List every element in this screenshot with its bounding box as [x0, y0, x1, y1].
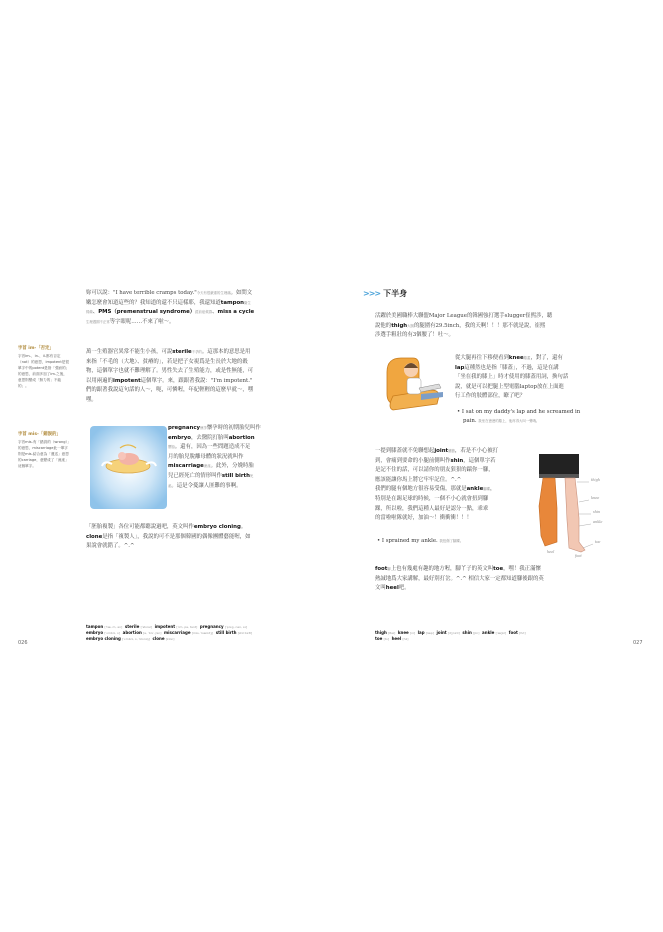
example-sentence: • I sat on my daddy's lap and he screamed in pain. 我坐在爸爸的膝上，他疼得大叫一聲哦。	[457, 409, 581, 424]
keyword: impotent	[112, 377, 141, 384]
sidebar-heading: 字首 mis-「錯誤的」	[18, 432, 61, 437]
paragraph: 萬一生殖器官異常不能生小孩，可說sterile不孕的。這那本的意思是用 來指「不毛的（大地）、貧瘠的」，若是把子女視爲是生長於大地的穀 物，這個單字也就不難理解了。男性失去了生殖能力，或是性無能，可 以用兩遍的impotent這個單字。來，跟跟著我說："I'm impotent." 們的跟著我說這句話的人～，呃，可憐喔，年紀輕輕的這麼早就～，嘿 嘿。	[86, 349, 254, 403]
keyword: thigh	[391, 322, 408, 329]
keyword: miscarriage	[168, 463, 204, 470]
paragraph: 從大腿再往下移便看到knee膝蓋，對了，還有 lap這種然也是指「膝蓋」，不過，這是在講 「坐在我的膝上」時才使用的膝蓋用詞，換句話 說，就是可以把腿上型電腦laptop放在上面進 行工作的肢體部位，瞭了吧？	[455, 355, 569, 400]
leg-illustration	[527, 452, 627, 562]
paragraph: 一提到膝蓋就不免聯想起joint關節，若是不小心被打 到，會痛到要命的小腿前側叫作shin，這個單字若 是記不住的話，可以請你的朋友狠狠的踹你一腳， 應該能讓你馬上將它牢牢記住。^.^ 我們的腿有個地方很容易受傷，那就是ankle腳踝， 特別是在踢足球的時候，一個不小心就會扭到腳 踝，所以啦，我們這種人最好是認分一點，乖乖 的當啦啦隊就好，加油～！衝衝衝！！！	[375, 448, 499, 522]
leg-label: thigh	[591, 478, 600, 482]
keyword: tampon	[220, 299, 245, 306]
example-sentence: • I sprained my ankle. 我扭傷了腳踝。	[377, 538, 464, 544]
sidebar-body: 字首im-、in-、il-都有否定（not）的意思，impotent是很單字中的potent是指「強而的」的意思，前面多加了im-之後，意思則變成「無力的；不能的」。	[18, 354, 70, 388]
keyword: abortion	[228, 434, 255, 441]
keyword: joint	[434, 448, 449, 454]
keyword: toe	[493, 566, 504, 572]
leg-label: knee	[591, 496, 600, 500]
keyword: pregnancy	[168, 425, 201, 431]
right-page	[331, 0, 663, 932]
leg-label: foot	[575, 554, 582, 558]
vocabulary-list: thigh [θaɪ] knee [ni] lap [læp] joint [dʒɔɪnt] shin [ʃɪn] ankle [ˈæŋkl] foot [fut] toe [to] heel [hil]	[375, 630, 526, 641]
paragraph: pregnancy懷孕懷孕時的初期胎兒叫作 embryo，去醫院打胎叫abortion 墮胎。還有，因為一些問題造成不足 月的胎兒脫離母體的狀況就叫作 miscarriage流產。此外，分娩時胎 兒已經死亡的情形叫作still birth死 產。這是令憂讓人匪難的事啊。	[168, 425, 261, 489]
section-arrows: >>>	[363, 289, 381, 298]
keyword: shin	[450, 457, 464, 464]
page-number: 026	[18, 640, 28, 646]
vocabulary-list: tampon [ˈtæ, m, ən] sterile [ˈstɛrəl] impotent [ˈɪm, pə, tənt] pregnancy [ˈprɛg, nən, sɪ] embryo [ˈɛmbrɪ, o] abortion [ə, ˈbɔr, ʃən] miscarriage [mɪs, ˈkærɪdʒ] still birth [stɪl bɝθ] embryo cloning [ˈɛmbrɪ, o, ˈklonɪŋ] clone [klon]	[86, 624, 252, 641]
leg-label: shin	[593, 510, 601, 514]
paragraph: 活躍於美國職棒大聯盟Major League的韓國強打選手slugger崔熙涉，聽 說他的thigh大腿的腿圍有29.5inch，我的天啊！！！那不就是說，崔熙 涉選手粗壯的有3個腰了！吐～。	[375, 313, 553, 339]
sidebar-note-im	[18, 346, 70, 389]
keyword: heel	[385, 585, 399, 592]
keyword: still birth	[221, 472, 250, 479]
keyword: clone	[86, 533, 103, 540]
sidebar-note-mis	[18, 432, 70, 469]
keyword: miss a cycle	[217, 309, 255, 316]
keyword: PMS（premenstrual syndrome）	[98, 309, 196, 316]
leg-label: ankle	[593, 520, 603, 524]
keyword: foot	[375, 566, 388, 572]
page-number: 027	[633, 640, 643, 646]
keyword: embryo	[168, 434, 192, 441]
leg-label: heel	[547, 550, 555, 554]
paragraph: 妳可以說："I have terrible cramps today."今天有很嚴重的生理痛。如問文 嫩怎麼會知道這些的？我知道的還不只這樣耶，我還知道tampon衛生 棉條、PMS（premenstrual syndrome）經前症候群、miss a cycle 生理週期不正常等字眼呢……不來了啦～。	[86, 290, 255, 325]
paragraph: 「胚胎複製」各位可能都聽說過吧，英文叫作embryo cloning。 clone是指「複製人」，我說的可不是那個韓國的偶像團體藝能喔，如 果說會就錯了。^.^	[86, 524, 251, 550]
sidebar-heading: 字首 im-「否定」	[18, 346, 54, 351]
leg-label: toe	[595, 540, 601, 544]
keyword: lap	[455, 364, 465, 371]
sidebar-body: 字首mis-有「錯誤的（wrong）」的意思，miscarriage此一單字則是mis-結合意為「運送」意思的carriage，意變成了「流產」這個單字。	[18, 440, 70, 468]
keyword: sterile	[172, 349, 192, 355]
section-title: >>> 下半身	[363, 289, 408, 298]
left-page	[0, 0, 331, 932]
pill-illustration	[90, 426, 167, 509]
keyword: embryo cloning	[193, 524, 241, 530]
paragraph: foot腳上也有幾處有趣的地方喔，腳丫子的英文叫toe，嘿！我正滿懷 熱誠地爲大家講解，最好別打岔。^.^ 相信大家一定都知道腳後跟的英 文叫heel吧。	[375, 566, 544, 592]
man-in-chair-illustration	[381, 352, 449, 414]
keyword: knee	[508, 355, 524, 361]
keyword: ankle	[466, 486, 484, 493]
